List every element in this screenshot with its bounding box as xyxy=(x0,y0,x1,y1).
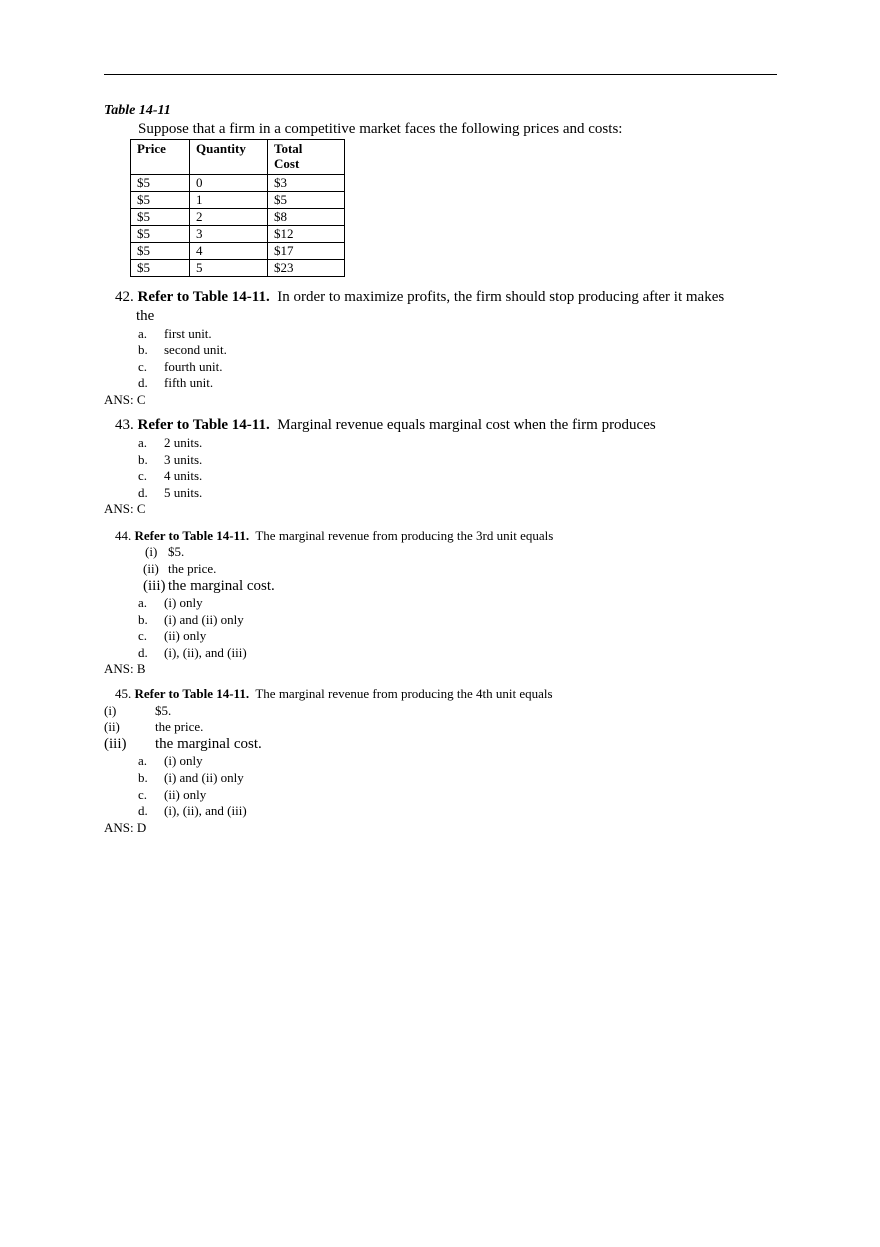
answer: ANS: C xyxy=(104,501,146,516)
question-42 xyxy=(115,289,724,306)
option-c: c. (ii) only xyxy=(138,787,207,802)
cell-quantity: 3 xyxy=(190,226,268,243)
option-b: b. (i) and (ii) only xyxy=(138,612,244,627)
option-d: d. (i), (ii), and (iii) xyxy=(138,803,247,818)
option-b: b. (i) and (ii) only xyxy=(138,770,244,785)
table-header-row xyxy=(131,140,345,175)
question-number: 42. xyxy=(115,289,134,305)
option-a: a. first unit. xyxy=(138,326,212,341)
cell-total-cost: $5 xyxy=(268,192,345,209)
option-a: a. (i) only xyxy=(138,595,203,610)
table-row xyxy=(131,209,345,226)
cell-price: $5 xyxy=(131,243,190,260)
cell-total-cost: $23 xyxy=(268,260,345,277)
table-row xyxy=(131,175,345,192)
cell-price: $5 xyxy=(131,260,190,277)
option-a: a. (i) only xyxy=(138,753,203,768)
cell-total-cost: $8 xyxy=(268,209,345,226)
statement-iii: (iii) the marginal cost. xyxy=(104,736,262,752)
header-price: Price xyxy=(131,140,190,175)
question-45 xyxy=(115,686,553,702)
table-intro: Suppose that a firm in a competitive market faces the following prices and costs: xyxy=(138,121,623,137)
option-b: b. second unit. xyxy=(138,342,227,357)
header-rule xyxy=(104,74,777,75)
question-number: 43. xyxy=(115,417,134,433)
cell-quantity: 0 xyxy=(190,175,268,192)
cell-price: $5 xyxy=(131,226,190,243)
option-c: c. fourth unit. xyxy=(138,359,223,374)
question-text: The marginal revenue from producing the 3rd unit equals xyxy=(255,528,554,543)
table-row xyxy=(131,243,345,260)
cell-total-cost: $17 xyxy=(268,243,345,260)
table-row xyxy=(131,192,345,209)
option-d: d. fifth unit. xyxy=(138,375,214,390)
question-number: 45. xyxy=(115,686,132,701)
answer: ANS: B xyxy=(104,661,146,676)
option-c: c. (ii) only xyxy=(138,628,207,643)
question-text: Marginal revenue equals marginal cost when the firm produces xyxy=(277,417,656,433)
question-text: The marginal revenue from producing the 4th unit equals xyxy=(255,686,553,701)
cell-total-cost: $3 xyxy=(268,175,345,192)
option-a: a. 2 units. xyxy=(138,435,203,450)
table-row xyxy=(131,260,345,277)
table-row xyxy=(131,226,345,243)
option-c: c. 4 units. xyxy=(138,468,203,483)
answer: ANS: D xyxy=(104,820,147,835)
cell-price: $5 xyxy=(131,209,190,226)
cell-quantity: 5 xyxy=(190,260,268,277)
cell-quantity: 1 xyxy=(190,192,268,209)
cell-quantity: 4 xyxy=(190,243,268,260)
cell-quantity: 2 xyxy=(190,209,268,226)
option-b: b. 3 units. xyxy=(138,452,203,467)
question-reference: Refer to Table 14-11. xyxy=(134,686,250,701)
cell-total-cost: $12 xyxy=(268,226,345,243)
statement-iii: (iii) the marginal cost. xyxy=(143,578,275,594)
statement-i: (i) $5. xyxy=(104,703,172,718)
question-43 xyxy=(115,417,656,434)
question-42-continuation: the xyxy=(136,308,155,324)
question-reference: Refer to Table 14-11. xyxy=(137,289,270,305)
header-quantity: Quantity xyxy=(190,140,268,175)
answer: ANS: C xyxy=(104,392,146,407)
question-44 xyxy=(115,528,553,544)
option-d: d. 5 units. xyxy=(138,485,203,500)
cost-table xyxy=(130,139,345,277)
question-reference: Refer to Table 14-11. xyxy=(134,528,250,543)
statement-ii: (ii) the price. xyxy=(143,561,217,576)
cell-price: $5 xyxy=(131,175,190,192)
cell-price: $5 xyxy=(131,192,190,209)
question-number: 44. xyxy=(115,528,132,543)
header-total-cost: Total Cost xyxy=(268,140,345,175)
option-d: d. (i), (ii), and (iii) xyxy=(138,645,247,660)
question-reference: Refer to Table 14-11. xyxy=(137,417,270,433)
question-text: In order to maximize profits, the firm should stop producing after it makes xyxy=(277,289,725,305)
statement-i: (i) $5. xyxy=(145,544,185,559)
statement-ii: (ii) the price. xyxy=(104,719,204,734)
table-title: Table 14-11 xyxy=(104,103,171,118)
